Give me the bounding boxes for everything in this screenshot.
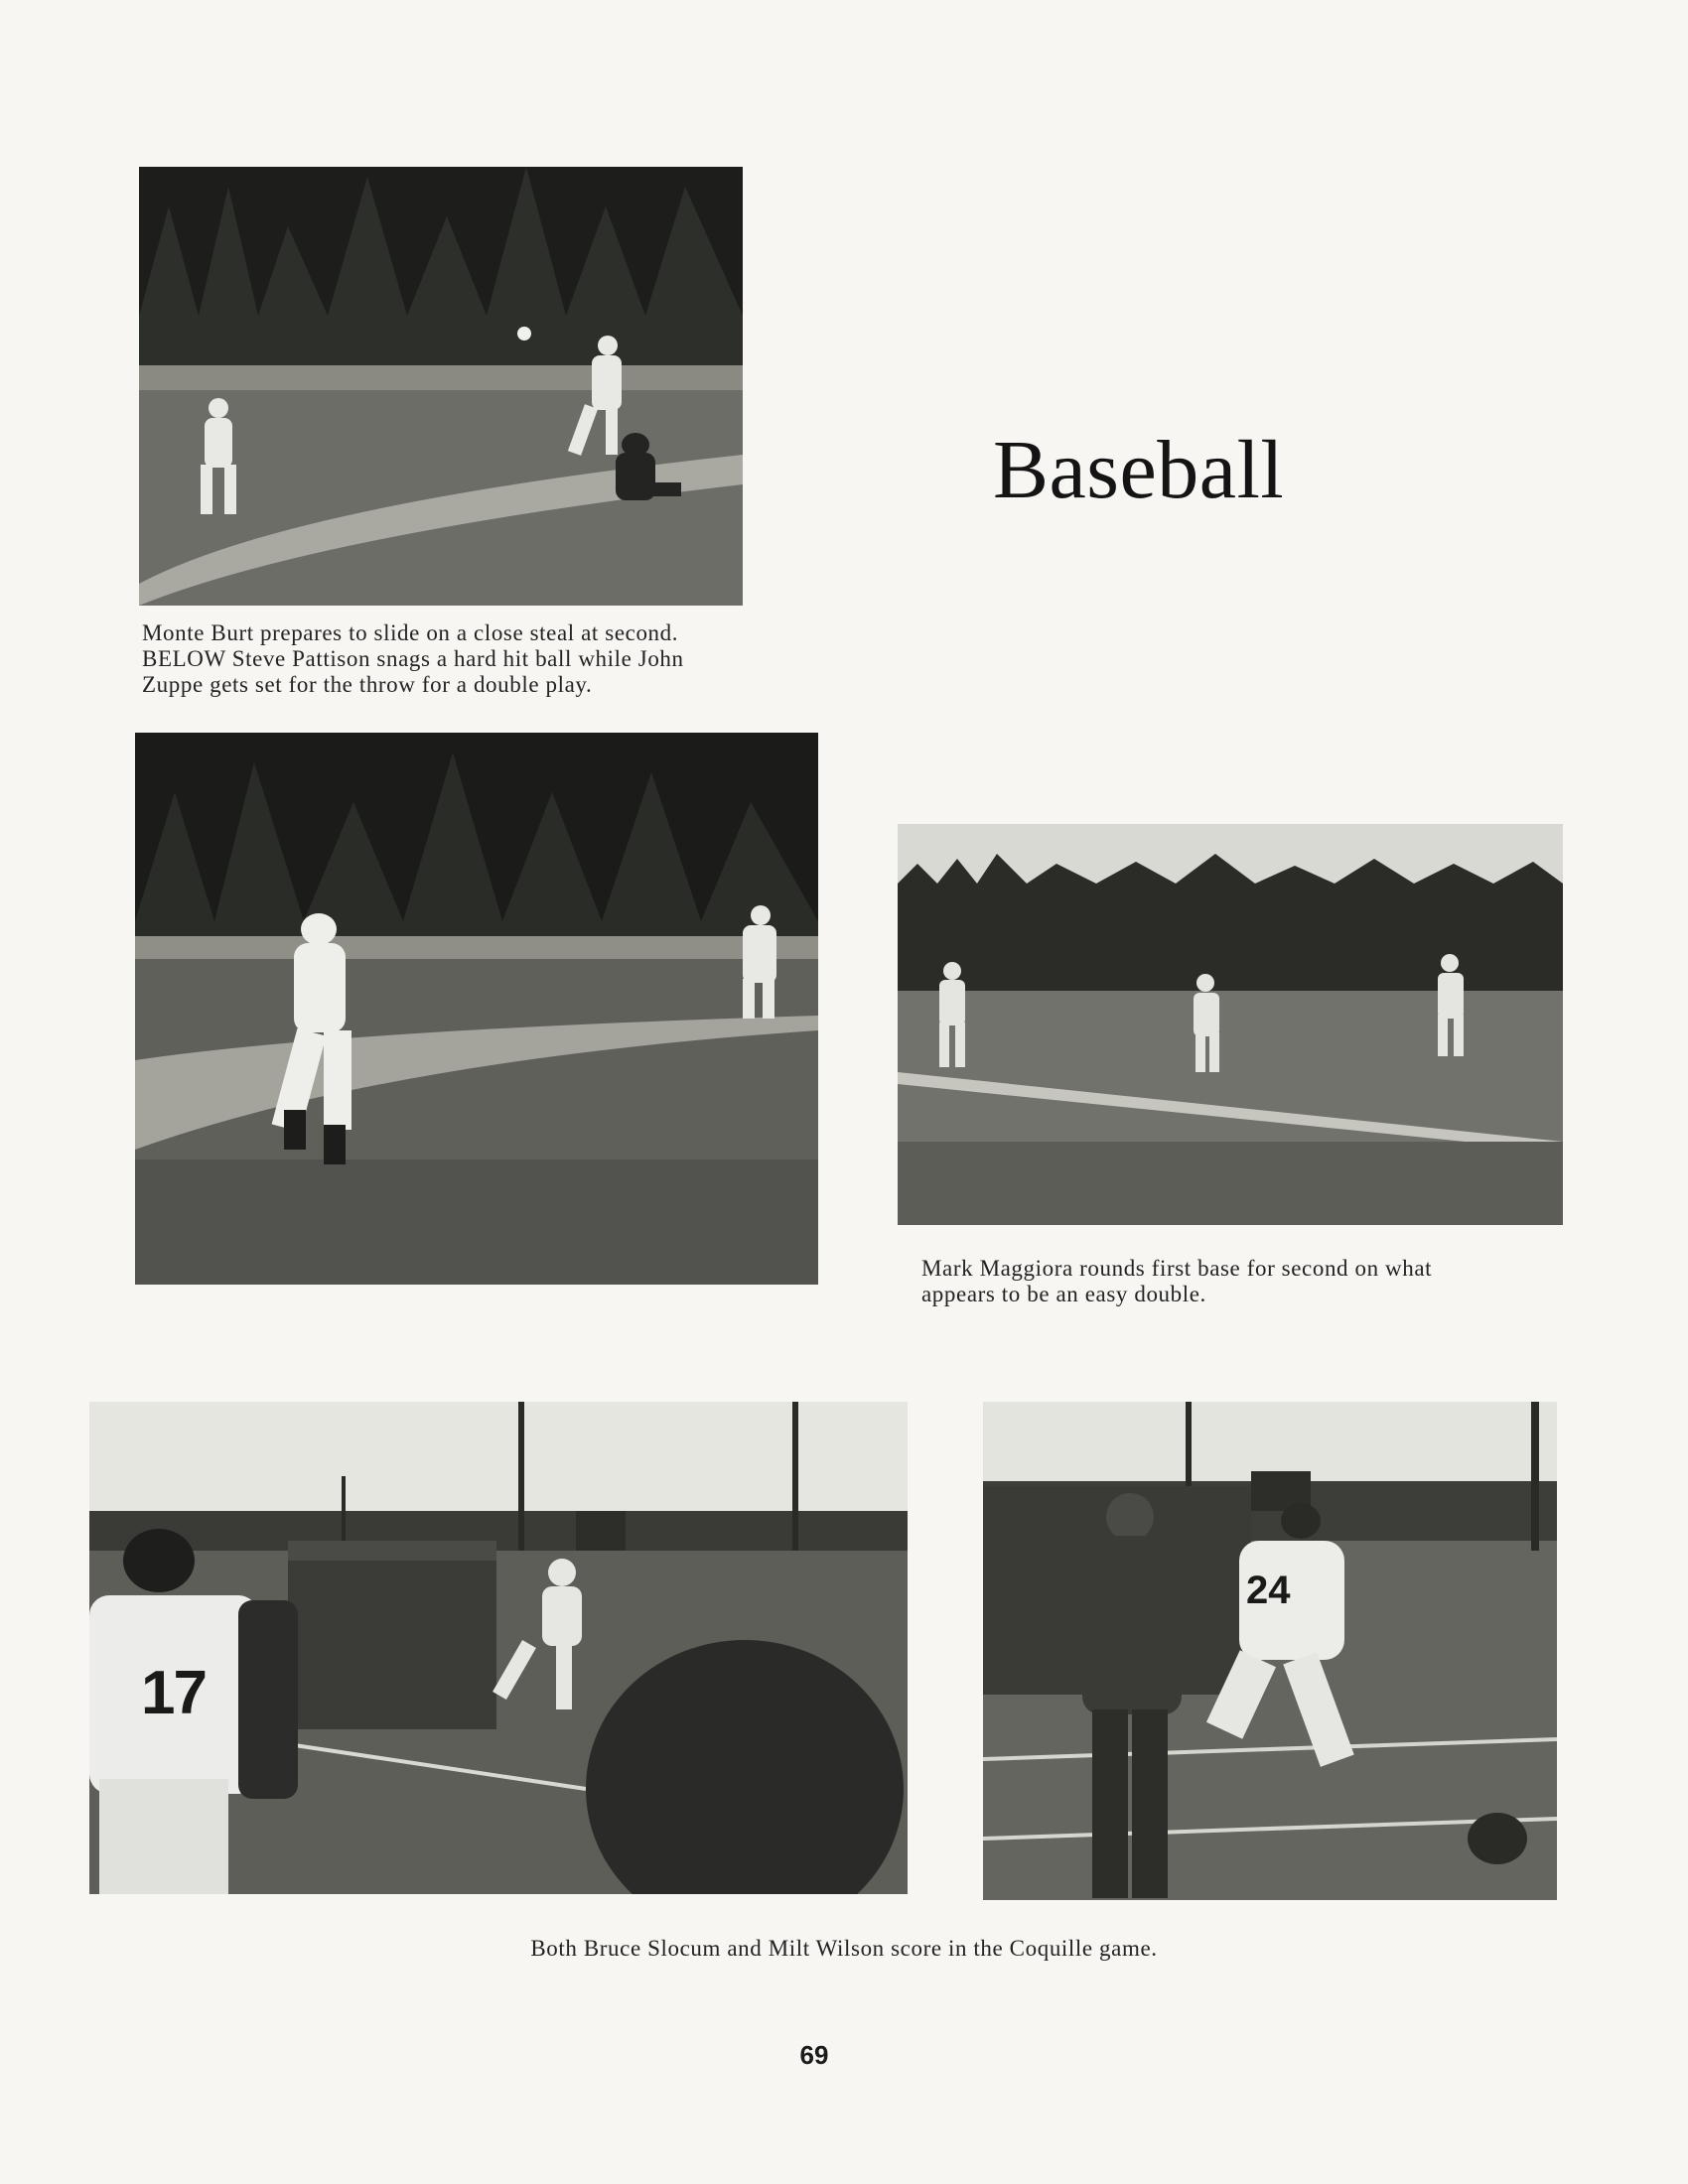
caption-steal-at-second: Monte Burt prepares to slide on a close steal at second. BELOW Steve Pattison snags a hard hit ball while John Zuppe gets set for the throw for a double play. (142, 620, 684, 697)
page-number: 69 (799, 2040, 829, 2070)
photo-steal-at-second (139, 167, 743, 606)
photo-wilson-scores (983, 1402, 1557, 1900)
photo-slocum-scores (89, 1402, 908, 1894)
photo-double-play (135, 733, 818, 1285)
jersey-number-24: 24 (1246, 1569, 1291, 1612)
caption-coquille-game: Both Bruce Slocum and Milt Wilson score in the Coquille game. (530, 1936, 1158, 1961)
caption-rounding-first: Mark Maggiora rounds first base for second on what appears to be an easy double. (921, 1256, 1433, 1306)
photo-rounding-first (898, 824, 1563, 1225)
page-title: Baseball (993, 424, 1285, 516)
jersey-number-17: 17 (141, 1659, 206, 1727)
